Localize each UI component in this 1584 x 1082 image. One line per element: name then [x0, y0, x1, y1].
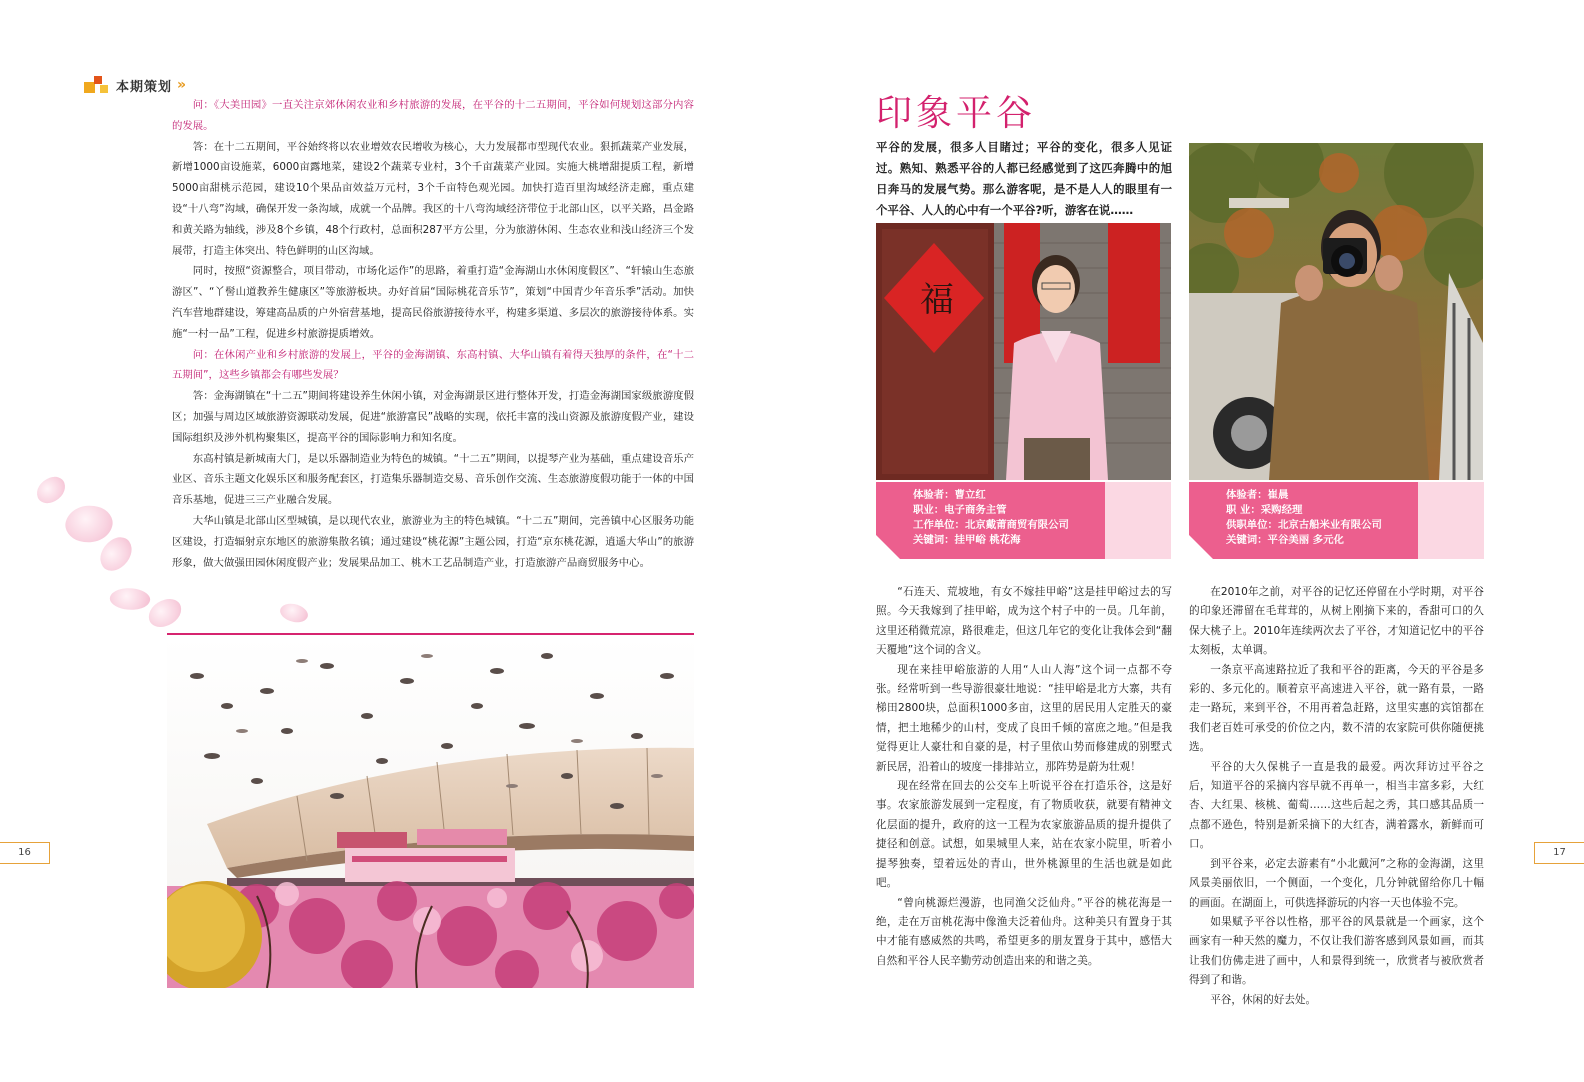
- paragraph: 答：在十二五期间，平谷始终将以农业增效农民增收为核心，大力发展都市型现代农业。狠抓蔬菜产业发展，新增1000亩设施菜，6000亩露地菜，建设2个蔬菜专业村，3个千亩蔬菜产业园。实施大桃增甜提质工程，新增5000亩甜桃示范园，建设10个果品亩效益万元村，3个千亩特色观光园。加快打造百里沟域经济走廊，重点建设“十八弯”沟域，确保开发一条沟域，成就一个品牌。我区的十八弯沟域经济带位于北部山区，以平关路，昌金路和黄关路为轴线，涉及8个乡镇，48个行政村，总面积287平方公里，分为旅游休闲、生态农业和浅山经济三个发展带，打造主体突出、特色鲜明的山区沟域。: [172, 140, 694, 257]
- caption-line: 职 业：采购经理: [1226, 504, 1303, 516]
- feature-title: 印象平谷: [876, 93, 1037, 134]
- page-number-right: 17: [1534, 842, 1584, 864]
- paragraph: 同时，按照“资源整合，项目带动，市场化运作”的思路，着重打造“金海湖山水休闲度假区”、“轩辕山生态旅游区”、“丫髻山道教养生健康区”等旅游板块。办好首届“国际桃花音乐节”，策划“中国青少年音乐季”活动。加快汽车营地群建设，筹建高品质的户外宿营基地，提高民俗旅游接待水平，构建多渠道、多层次的旅游接待体系。实施“一村一品”工程，促进乡村旅游提质增效。: [172, 265, 694, 340]
- section-logo-icon: [84, 76, 110, 94]
- paragraph: 问：《大美田园》一直关注京郊休闲农业和乡村旅游的发展，在平谷的十二五期间，平谷如何规划这部分内容的发展。: [172, 99, 694, 132]
- visitor-caption-2: [1189, 482, 1418, 559]
- petal-decoration: [33, 474, 69, 507]
- article-column-1: [876, 583, 1172, 971]
- article-column-2: [1189, 583, 1484, 1010]
- caption-strip-decoration: [1105, 482, 1171, 559]
- caption-corner-decoration: [876, 535, 900, 559]
- paragraph: 平谷，休闲的好去处。: [1210, 993, 1317, 1006]
- section-header: [84, 75, 186, 95]
- petal-decoration: [108, 585, 151, 614]
- caption-line: 关键词：平谷美丽 多元化: [1226, 534, 1344, 546]
- paragraph: 平谷的大久保桃子一直是我的最爱。两次拜访过平谷之后，知道平谷的采摘内容早就不再单一，相当丰富多彩，大红杏、大红果、核桃、葡萄……这些后起之秀，其口感其品质一点都不逊色，特别是新采摘下的大红杏，满着露水，新鲜而可口。: [1189, 760, 1484, 851]
- caption-strip-decoration: [1418, 482, 1484, 559]
- double-chevron-right-icon: »: [177, 77, 187, 93]
- caption-line: 工作单位：北京戴莆商贸有限公司: [913, 519, 1069, 531]
- paragraph: 答：金海湖镇在“十二五”期间将建设养生休闲小镇，对金海湖景区进行整体开发，打造金海湖国家级旅游度假区；加强与周边区域旅游资源联动发展，促进“旅游富民”战略的实现，依托丰富的浅山资源及旅游度假产业，建设国际组织及涉外机构聚集区，提高平谷的国际影响力和知名度。: [172, 390, 694, 444]
- petal-decoration: [145, 596, 185, 630]
- paragraph: 到平谷来，必定去游素有“小北戴河”之称的金海湖，这里风景美丽依旧，一个侧面，一个变化，几分钟就留给你几十幅的画面。在湖面上，可供选择游玩的内容一天也体验不完。: [1189, 857, 1484, 909]
- petal-decoration: [278, 599, 311, 627]
- caption-line: 体验者：曹立红: [913, 489, 986, 501]
- caption-line: 体验者：崔晨: [1226, 489, 1289, 501]
- interview-text: [172, 95, 694, 573]
- stadium-peach-blossom-photo: [167, 636, 694, 988]
- paragraph: 问：在休闲产业和乡村旅游的发展上，平谷的金海湖镇、东高村镇、大华山镇有着得天独厚的条件，在“十二五期间”，这些乡镇都会有哪些发展？: [172, 348, 694, 382]
- feature-intro: 平谷的发展，很多人目睹过；平谷的变化，很多人见证过。熟知、熟悉平谷的人都已经感觉到了这匹奔腾中的旭日奔马的发展气势。那么游客呢，是不是人人的眼里有一个平谷、人人的心中有一个平谷?听，游客在说……: [876, 140, 1172, 217]
- caption-line: 关键词：挂甲峪 桃花海: [913, 534, 1021, 546]
- caption-line: 供职单位：北京古船米业有限公司: [1226, 519, 1382, 531]
- paragraph: 东高村镇是新城南大门，是以乐器制造业为特色的城镇。“十二五”期间，以提琴产业为基础，重点建设音乐产业区、音乐主题文化娱乐区和服务配套区，打造集乐器制造交易、音乐创作交流、生态旅游度假功能于一体的中国音乐基地，促进三三产业融合发展。: [172, 452, 694, 507]
- paragraph: 现在来挂甲峪旅游的人用“人山人海”这个词一点都不夸张。经常听到一些导游很豪壮地说：“挂甲峪是北方大寨，共有梯田2800块，总面积1000多亩，这里的居民用人定胜天的豪情，把土地稀少的山村，变成了良田千倾的富庶之地。”但是我觉得更让人豪壮和自豪的是，村子里依山势而修建成的别墅式新民居，沿着山的坡度一排排站立，那阵势是蔚为壮观！: [876, 663, 1172, 773]
- section-title: 本期策划: [116, 79, 173, 95]
- svg-text:福: 福: [920, 280, 954, 320]
- paragraph: 如果赋予平谷以性格，那平谷的风景就是一个画家，这个画家有一种天然的魔力，不仅让我们游客感到风景如画，而其让我们仿佛走进了画中，人和景得到统一，欣赏者与被欣赏者得到了和谐。: [1189, 915, 1484, 987]
- paragraph: 在2010年之前，对平谷的记忆还停留在小学时期，对平谷的印象还滞留在毛茸茸的，从树上刚摘下来的，香甜可口的久保大桃子上。2010年连续两次去了平谷，才知道记忆中的平谷太刻板，太单调。: [1189, 586, 1484, 657]
- paragraph: 大华山镇是北部山区型城镇，是以现代农业，旅游业为主的特色城镇。“十二五”期间，完善镇中心区服务功能区建设，打造辐射京东地区的旅游集散名镇；通过建设“桃花源”主题公园，打造“京东桃花源，逍遥大华山”的旅游形象，做大做强田园休闲度假产业；发展果品加工、桃木工艺品制造产业，打造旅游产品商贸服务中心。: [172, 514, 694, 569]
- caption-corner-decoration: [1189, 535, 1213, 559]
- paragraph: 一条京平高速路拉近了我和平谷的距离，今天的平谷是多彩的、多元化的。顺着京平高速进入平谷，就一路有景，一路走一路玩，来到平谷，不用再着急赶路，这里实惠的宾馆都在我们老百姓可承受的价位之内，数不清的农家院可供你随便挑选。: [1189, 663, 1484, 754]
- paragraph: “曾向桃源烂漫游，也同渔父泛仙舟。”平谷的桃花海是一绝，走在万亩桃花海中像渔夫泛着仙舟。这种美只有置身于其中才能有感威然的共鸣，希望更多的朋友置身于其中，感悟大自然和平谷人民辛勤劳动创造出来的和谐之美。: [876, 896, 1172, 967]
- visitor-caption-1: [876, 482, 1105, 559]
- paragraph: “石连天、荒坡地，有女不嫁挂甲峪”这是挂甲峪过去的写照。今天我嫁到了挂甲峪，成为这个村子中的一员。几年前，这里还稍微荒凉，路很难走，但这几年它的变化让我体会到“翻天覆地”这个词的含义。: [876, 586, 1172, 657]
- paragraph: 现在经常在回去的公交车上听说平谷在打造乐谷，这是好事。农家旅游发展到一定程度，有了物质收获，就要有精神文化层面的提升，政府的这一工程为农家旅游品质的提升提供了捷径和创意。试想，如果城里人来，站在农家小院里，听着小提琴独奏，望着远处的青山，世外桃源里的生活也就是如此吧。: [876, 780, 1172, 890]
- section-divider: [167, 633, 694, 635]
- page-number-left: 16: [0, 842, 50, 864]
- visitor-photo-woman: [876, 223, 1171, 480]
- caption-line: 职业：电子商务主管: [913, 504, 1007, 516]
- visitor-photo-man: [1189, 143, 1483, 480]
